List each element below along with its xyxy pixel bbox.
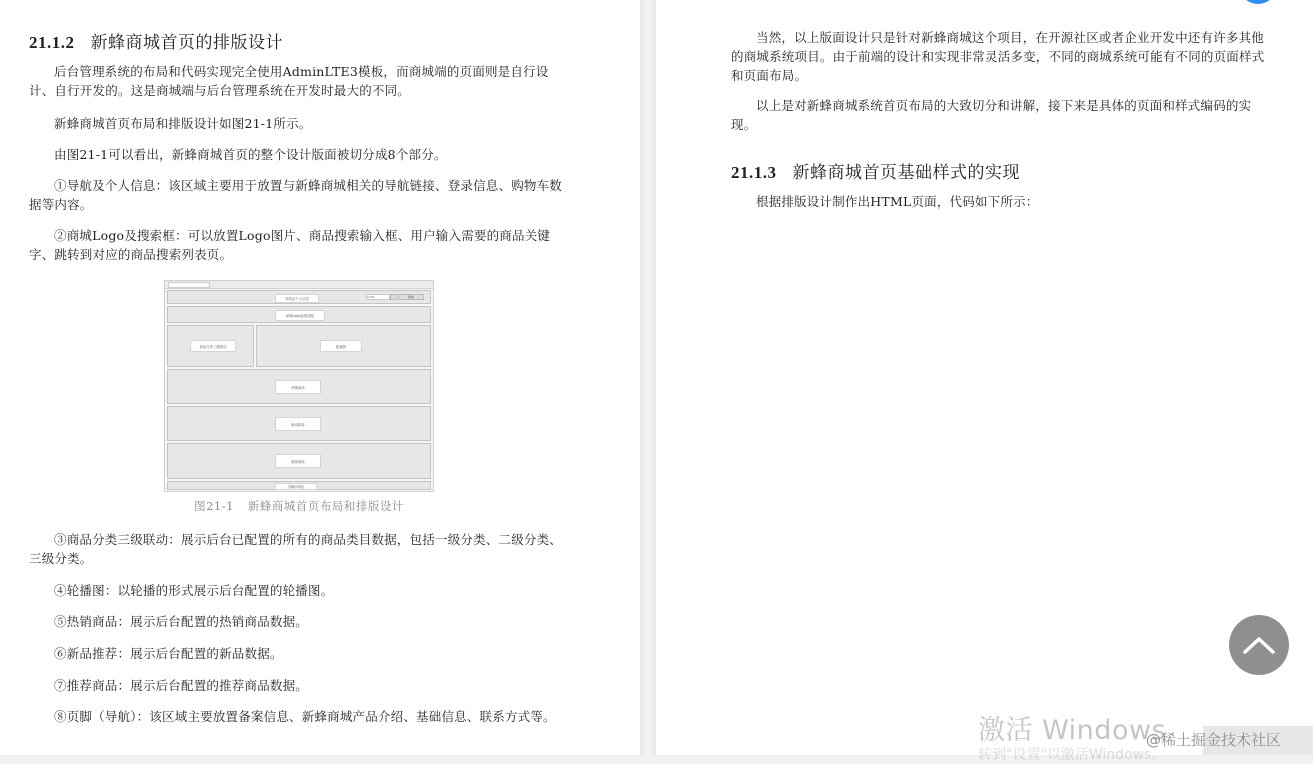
paragraph: 以上是对新蜂商城系统首页布局的大致切分和讲解，接下来是具体的页面和样式编码的实现。 [731, 98, 1252, 132]
section-title: 新蜂商城首页的排版设计 [90, 33, 283, 53]
section-number: 21.1.2 [29, 33, 75, 52]
figure-region-carousel [256, 325, 431, 367]
figure-search-button: 搜索 [398, 294, 424, 300]
section-title: 新蜂商城首页基础样式的实现 [792, 163, 1020, 183]
figure-region-footer [167, 481, 431, 490]
figure-region-recommend [167, 443, 431, 479]
paragraph: ⑧页脚（导航）：该区域主要放置备案信息、新蜂商城产品介绍、基础信息、联系方式等。 [54, 709, 556, 724]
paragraph: 当然，以上版面设计只是针对新蜂商城这个项目，在开源社区或者企业开发中还有许多其他的商城系统项目。由于前端的设计和实现非常灵活多变，不同的商城系统可能有不同的页面样式和页面布局。 [731, 30, 1265, 83]
paragraph: 后台管理系统的布局和代码实现完全使用AdminLTE3模板，而商城端的页面则是自行设计、自行开发的。这是商城端与后台管理系统在开发时最大的不同。 [29, 64, 549, 98]
figure-label: 商城Logo及搜索框 [275, 310, 325, 321]
windows-activation-watermark: 激活 Windows [978, 715, 1167, 746]
figure-label: 导航及个人信息 [275, 294, 319, 303]
scroll-to-top-button[interactable] [1229, 615, 1289, 675]
paragraph: ⑤热销商品：展示后台配置的热销商品数据。 [54, 614, 309, 629]
figure-region-nav [167, 290, 431, 304]
caption-number: 图21-1 [194, 499, 234, 513]
figure-small-button [390, 294, 397, 300]
figure-label: 热销商品 [275, 380, 321, 394]
figure-label: 商品分类三级联动 [190, 340, 236, 352]
figure-label: 轮播图 [320, 340, 362, 352]
layout-figure [164, 280, 434, 492]
figure-browser-bar [165, 281, 433, 289]
paragraph: 根据排版设计制作出HTML页面，代码如下所示： [756, 194, 1039, 209]
figure-region-new [167, 406, 431, 441]
paragraph: ⑥新品推荐：展示后台配置的新品数据。 [54, 646, 283, 661]
paragraph: 由图21-1可以看出，新蜂商城首页的整个设计版面被切分成8个部分。 [54, 147, 447, 162]
page-gutter [640, 0, 656, 755]
chevron-up-icon [1242, 635, 1276, 655]
right-page [656, 0, 1313, 763]
section-number: 21.1.3 [731, 163, 777, 182]
paragraph: ③商品分类三级联动：展示后台已配置的所有的商品类目数据，包括一级分类、二级分类、三级分类。 [29, 532, 563, 566]
figure-label: 推荐商品 [275, 454, 321, 468]
left-page [0, 0, 640, 755]
paragraph: ①导航及个人信息：该区域主要用于放置与新蜂商城相关的导航链接、登录信息、购物车数据等内容。 [29, 178, 563, 212]
windows-activation-subtext: 转到"设置"以激活Windows。 [978, 747, 1166, 763]
paragraph: ⑦推荐商品：展示后台配置的推荐商品数据。 [54, 678, 309, 693]
paragraph: ②商城Logo及搜索框：可以放置Logo图片、商品搜索输入框、用户输入需要的商品关键字、跳转到对应的商品搜索列表页。 [29, 228, 551, 262]
figure-caption [164, 498, 434, 514]
paragraph: ④轮播图：以轮播的形式展示后台配置的轮播图。 [54, 583, 334, 598]
caption-title: 新蜂商城首页布局和排版设计 [247, 499, 404, 513]
site-watermark: @稀土掘金技术社区 [1146, 731, 1282, 749]
figure-region-category [167, 325, 254, 367]
paragraph: 新蜂商城首页布局和排版设计如图21-1所示。 [54, 116, 312, 131]
figure-label: 新品推荐 [275, 417, 321, 431]
section-heading-21-1-2 [29, 28, 283, 53]
figure-url-box [168, 282, 210, 288]
figure-label: 页脚(导航) [275, 483, 317, 490]
figure-region-logo [167, 306, 431, 323]
figure-region-hot [167, 369, 431, 404]
figure-search-input: 1234 [366, 294, 390, 300]
section-heading-21-1-3 [731, 158, 1020, 183]
